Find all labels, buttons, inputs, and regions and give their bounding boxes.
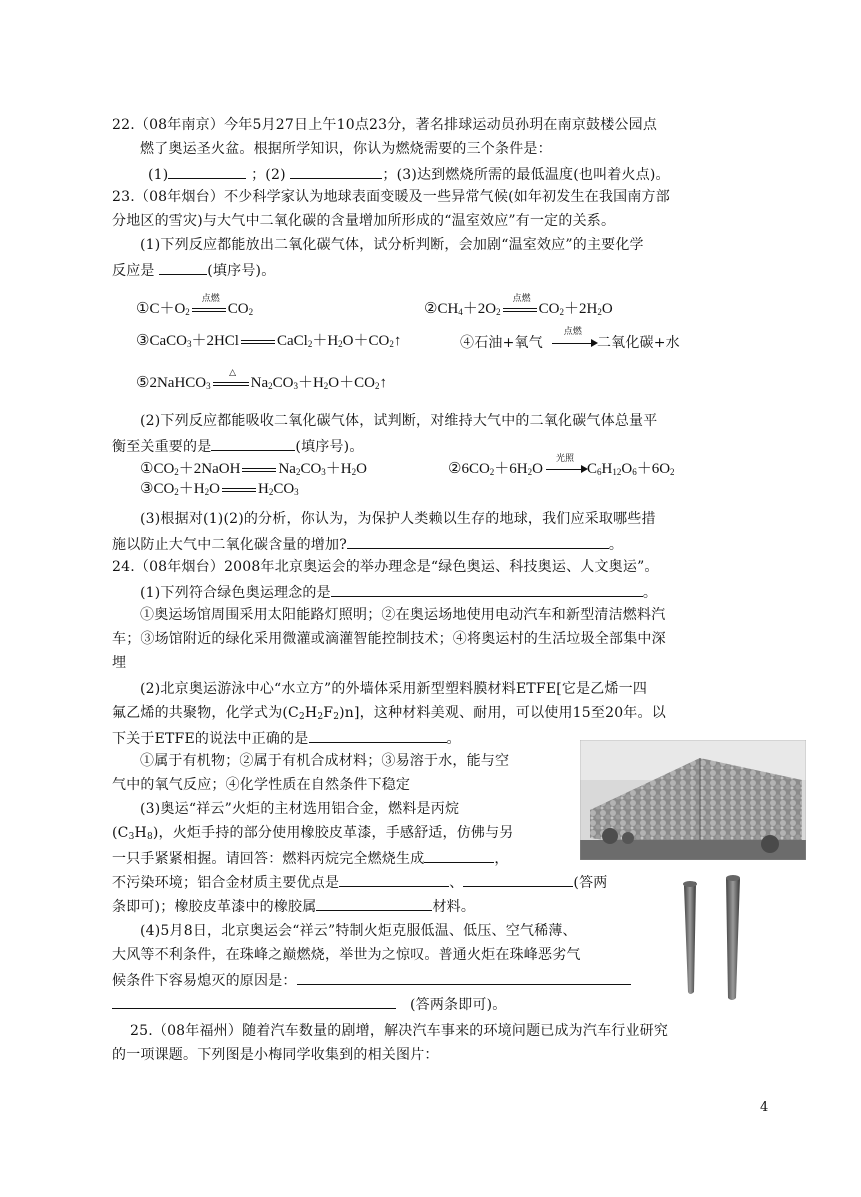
q23-part3-line1: (3)根据对(1)(2)的分析，你认为，为保护人类赖以生存的地球，我们应采取哪些措 [140, 511, 656, 527]
q24-part3-blank-1[interactable] [424, 848, 494, 863]
q24-part4-line3: 候条件下容易熄灭的原因是： [112, 970, 631, 990]
q24-part1-blank[interactable] [331, 582, 643, 597]
q24-part2-line3: 下关于ETFE的说法中正确的是 。 [112, 728, 461, 748]
q24-part2-options1: ①属于有机物；②属于有机合成材料；③易溶于水，能与空 [140, 753, 510, 769]
q24-part2-line1: (2)北京奥运游泳中心“水立方”的外墙体采用新型塑料膜材料ETFE[它是乙烯一四 [140, 681, 648, 697]
q24-part3-blank-2[interactable] [339, 872, 449, 887]
q24-part3-line3: 一只手紧紧相握。请回答：燃料丙烷完全燃烧生成 ， [112, 848, 509, 868]
condition-heat: △ [229, 367, 237, 377]
q23-part2-line2: 衡至关重要的是 (填序号)。 [112, 436, 364, 456]
q23-part2-line1: (2)下列反应都能吸收二氧化碳气体，试判断，对维持大气中的二氧化碳气体总量平 [140, 413, 658, 429]
q23-line2: 分地区的雪灾)与大气中二氧化碳的含量增加所形成的“温室效应”有一定的关系。 [112, 213, 616, 229]
q24-part3-line4: 不污染环境；铝合金材质主要优点是 、 (答两 [112, 872, 607, 892]
q24-part4-line2: 大风等不利条件，在珠峰之巅燃烧，举世为之惊叹。普通火炬在珠峰恶劣气 [112, 947, 581, 963]
q22-line3 [148, 164, 670, 184]
q25-line1: 25.（08年福州）随着汽车数量的剧增，解决汽车事来的环境问题已成为汽车行业研究 [130, 1023, 669, 1039]
reaction-5: ⑤2NaHCO$_3$ △ $Na_2CO_3+H_2O+CO_2↑$ [136, 367, 387, 391]
q22-label-1: (1) [148, 167, 169, 183]
xiangyun-torch-photo [678, 874, 758, 1004]
q23-line1: 23.（08年烟台）不少科学家认为地球表面变暖及一些异常气候(如年初发生在我国南方部 [112, 189, 670, 205]
reaction-3: ③CaCO$_3$＋2HCl $CaCl_2+H_2O+CO_2↑$ [136, 333, 402, 349]
q23-part3-blank[interactable] [347, 534, 609, 549]
q24-part2-options2: 气中的氧气反应；④化学性质在自然条件下稳定 [112, 777, 411, 793]
q24-options-line3: 埋 [112, 655, 127, 671]
q24-line1: 24.（08年烟台）2008年北京奥运会的举办理念是“绿色奥运、科技奥运、人文奥运”。 [112, 559, 659, 575]
q24-part1: (1)下列符合绿色奥运理念的是 。 [140, 582, 657, 602]
q22-label-3: ；(3)达到燃烧所需的最低温度(也叫着火点)。 [382, 167, 670, 183]
q22-line1: 22.（08年南京）今年5月27日上午10点23分，著名排球运动员孙玥在南京鼓楼公园点 [112, 117, 658, 133]
condition-light: 光照 [555, 453, 574, 463]
reaction-1: $①C+O_2$ 点燃 $CO_2$ [136, 293, 254, 317]
q24-part3-blank-3[interactable] [463, 872, 573, 887]
q24-part2-blank[interactable] [309, 728, 447, 743]
q24-options-line1: ①奥运场馆周围采用太阳能路灯照明；②在奥运场地使用电动汽车和新型清洁燃料汽 [140, 607, 666, 623]
q24-part4-line4: (答两条即可)。 [112, 994, 506, 1014]
page-number: 4 [760, 1100, 769, 1115]
q23-part1-blank[interactable] [159, 260, 207, 275]
q24-part2-line2: 氟乙烯的共聚物，化学式为$(C_2H_2F_2)n$]，这种材料美观、耐用，可以使用15至20年。以 [112, 705, 666, 722]
q24-part3-blank-4[interactable] [316, 896, 432, 911]
q23-part1-line2 [112, 260, 275, 280]
q23-part1-hint: (填序号)。 [207, 263, 276, 279]
reaction-4: ④石油+氧气 点燃 二氧化碳+水 [460, 327, 680, 351]
condition-ignite: 点燃 [201, 293, 220, 303]
absorb-reaction-2: $②6CO_2+6H_2O$ 光照 $C_6H_{12}O_6+6O_2$ [448, 453, 675, 477]
q23-part3-line2: 施以防止大气中二氧化碳含量的增加? 。 [112, 534, 623, 554]
q24-part3-line1: (3)奥运“祥云”火炬的主材选用铝合金，燃料是丙烷 [140, 801, 460, 817]
q24-part3-line5: 条即可)；橡胶皮革漆中的橡胶属 材料。 [112, 896, 475, 916]
q23-part1-line1: (1)下列反应都能放出二氧化碳气体，试分析判断，会加剧“温室效应”的主要化学 [140, 237, 644, 253]
q24-part4-line1: (4)5月8日，北京奥运会“祥云”特制火炬克服低温、低压、空气稀薄、 [140, 923, 577, 939]
q22-line2: 燃了奥运圣火盆。根据所学知识，你认为燃烧需要的三个条件是： [140, 141, 552, 157]
q22-blank-1[interactable] [168, 164, 246, 179]
q24-part3-line2: $(C_3H_8)$，火炬手持的部分使用橡胶皮革漆，手感舒适，仿佛与另 [112, 825, 514, 842]
reaction-2: $②CH_4+2O_2$ 点燃 $CO_2+2H_2O$ [424, 293, 613, 317]
q23-part2-blank[interactable] [211, 436, 295, 451]
q23-part1-label: 反应是 [112, 263, 155, 279]
q22-blank-2[interactable] [290, 164, 382, 179]
absorb-reaction-3: $③CO_2+H_2O$ $H_2CO_3$ [140, 481, 299, 497]
q24-part4-blank-2[interactable] [112, 994, 396, 1009]
absorb-reaction-1: $①CO_2+2NaOH$ $Na_2CO_3+H_2O$ [140, 461, 367, 477]
q25-line2: 的一项课题。下列图是小梅同学收集到的相关图片： [112, 1047, 439, 1063]
water-cube-photo [580, 740, 806, 860]
q24-part4-blank-1[interactable] [297, 970, 631, 985]
q24-options-line2: 车；③场馆附近的绿化采用微灌或滴灌智能控制技术；④将奥运村的生活垃圾全部集中深 [112, 631, 666, 647]
q22-label-2: ；(2) [251, 167, 286, 183]
